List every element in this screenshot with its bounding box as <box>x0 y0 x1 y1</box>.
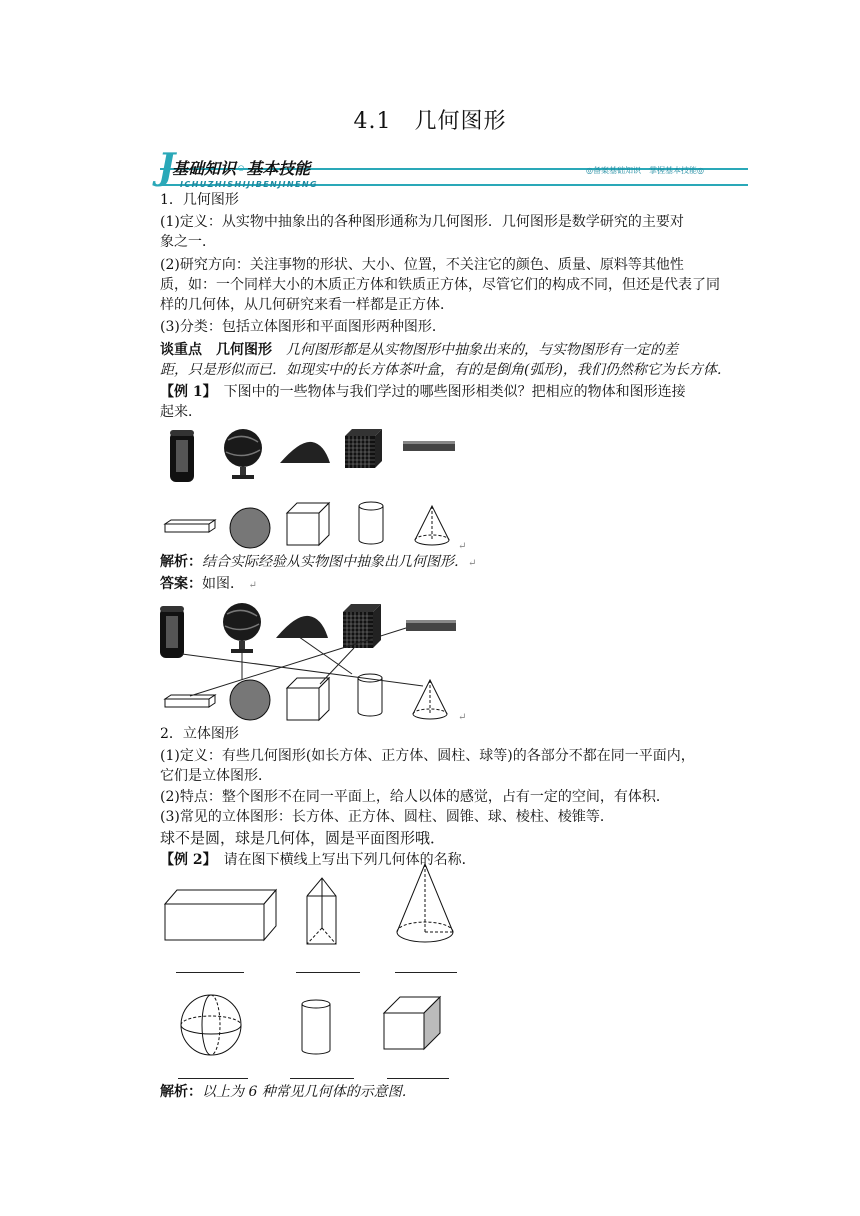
answer-blank-3[interactable] <box>395 972 457 973</box>
section2-heading: 2．立体图形 <box>160 726 239 742</box>
section2-p1a: (1)定义：有些几何图形(如长方体、正方体、圆柱、球等)的各部分不都在同一平面内， <box>160 748 695 764</box>
cylinder-shape <box>359 502 383 544</box>
example1-question: 【例 1】 下图中的一些物体与我们学过的哪些图形相类似？把相应的物体和图形连接 <box>160 384 686 400</box>
example2-question: 【例 2】 请在图下横线上写出下列几何体的名称． <box>160 852 476 868</box>
section2-note: 球不是圆，球是几何体，圆是平面图形哦． <box>160 829 446 847</box>
answer-blank-2[interactable] <box>296 972 360 973</box>
talk-label: 谈重点 几何图形 <box>160 342 272 358</box>
answer-blank-1[interactable] <box>176 972 244 973</box>
section1-heading: 1．几何图形 <box>160 192 239 208</box>
answer-cuboid <box>165 695 215 707</box>
return-mark: ↵ <box>458 541 467 552</box>
talk-text-a: 几何图形都是从实物图形中抽象出来的，与实物图形有一定的差 <box>286 342 678 358</box>
return-mark-2: ↵ <box>458 712 467 723</box>
section2-p2: (2)特点：整个图形不在同一平面上，给人以体的感觉，占有一定的空间，有体积． <box>160 789 670 805</box>
page-title: 4.1 几何图形 <box>353 109 507 134</box>
ex2-cone <box>397 864 453 942</box>
sand-pile-object <box>280 442 330 463</box>
cone-shape <box>415 506 449 545</box>
example1-question-b: 起来． <box>160 404 202 420</box>
answer-eraser <box>406 620 456 631</box>
cuboid-shape <box>165 520 215 532</box>
trash-can-object <box>170 430 194 482</box>
section1-p1a: (1)定义：从实物中抽象出的各种图形通称为几何图形．几何图形是数学研究的主要对 <box>160 214 684 230</box>
answer-blank-4[interactable] <box>178 1078 248 1079</box>
eraser-object <box>403 441 455 451</box>
answer-blank-5[interactable] <box>290 1078 354 1079</box>
section1-p2c: 样的几何体，从几何研究来看一样都是正方体． <box>160 297 454 313</box>
section2-p1b: 它们是立体图形． <box>160 768 272 784</box>
answer-sand-pile <box>276 616 328 638</box>
section1-p3: (3)分类：包括立体图形和平面图形两种图形． <box>160 319 446 335</box>
globe-object <box>224 429 262 479</box>
example2-label: 【例 2】 <box>160 852 210 868</box>
example1-label: 【例 1】 <box>160 384 210 400</box>
answer-sphere <box>230 680 270 720</box>
section2-p3: (3)常见的立体图形：长方体、正方体、圆柱、圆锥、球、棱柱、棱锥等． <box>160 809 614 825</box>
banner-title: 基础知识◦基本技能 <box>172 159 311 178</box>
section1-p2a: (2)研究方向：关注事物的形状、大小、位置，不关注它的颜色、质量、原料等其他性 <box>160 257 684 273</box>
rubiks-cube-object <box>345 429 382 468</box>
banner-subtitle: ICHUZHISHIJIBENJINENG <box>180 180 318 189</box>
section1-p1b: 象之一． <box>160 234 216 250</box>
example2-analysis: 解析：以上为 6 种常见几何体的示意图． <box>160 1084 416 1100</box>
ex2-triangular-prism <box>307 878 336 944</box>
sphere-shape <box>230 508 270 548</box>
section1-p2b: 质，如：一个同样大小的木质正方体和铁质正方体，尽管它们的构成不同，但还是代表了同 <box>160 277 720 293</box>
banner-logo-letter: J <box>158 146 176 188</box>
answer-globe <box>223 603 261 653</box>
ex2-cuboid <box>165 890 276 940</box>
answer-blank-6[interactable] <box>387 1078 449 1079</box>
example1-analysis: 解析：结合实际经验从实物图中抽象出几何图形．↵ <box>160 554 477 570</box>
answer-trash-can <box>160 606 184 658</box>
talk-text-b: 距，只是形似而已．如现实中的长方体茶叶盒，有的是倒角(弧形)，我们仍然称它为长方体． <box>160 362 731 378</box>
banner-right-slogan: ◎备案基础知识 掌握基本技能◎ <box>586 166 704 175</box>
ex2-cube <box>384 997 440 1049</box>
ex2-sphere <box>181 995 241 1055</box>
answer-cube <box>287 678 329 720</box>
ex2-cylinder <box>302 1000 330 1054</box>
example1-answer: 答案：如图． ↵ <box>160 576 257 592</box>
cube-shape <box>287 503 329 545</box>
